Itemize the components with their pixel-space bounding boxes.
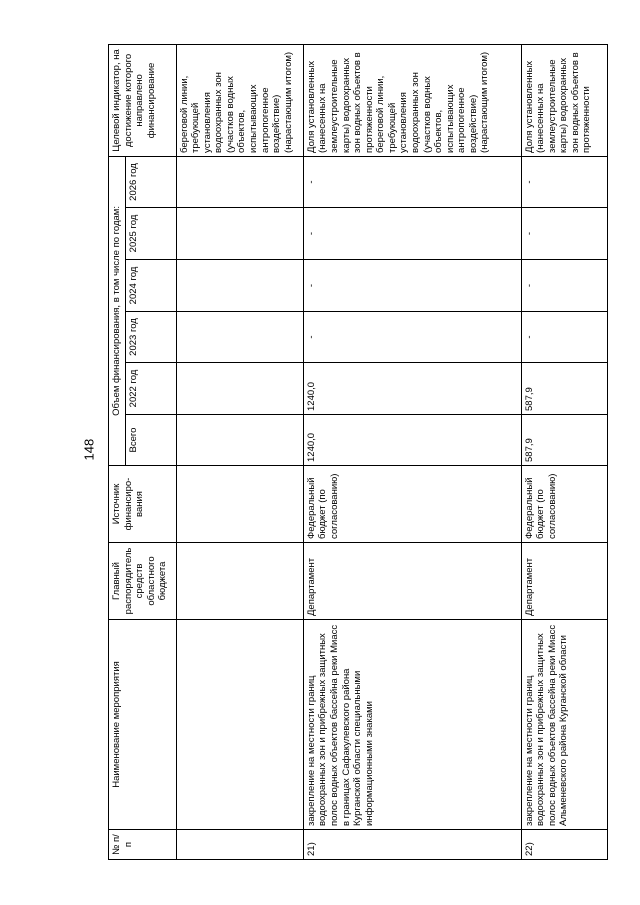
cell-name: закрепление на местности границ водоохранных зон и прибрежных защитных полос водных объектов бассейна реки Миасс Альменевского района Курганской области — [521, 620, 608, 830]
cell-source: Федеральный бюджет (по согласованию) — [521, 466, 608, 543]
header-year-2022: 2022 год — [125, 363, 176, 415]
cell-source: Федеральный бюджет (по согласованию) — [303, 466, 521, 543]
cell-indicator: Доля установленных (нанесенных на землеустроительные карты) водоохранных зон водных объектов в протяженности — [521, 44, 608, 156]
header-volume: Объем финансирования, в том числе по годам: — [109, 156, 126, 465]
cell-year-2026: - — [303, 156, 521, 207]
cell-total: 1240,0 — [303, 415, 521, 466]
header-indicator: Целевой индикатор, на достижение которого направлено финансирование — [109, 44, 177, 156]
cell-year-2023: - — [303, 312, 521, 363]
table-row — [303, 44, 521, 859]
cell-year-2022: 587,9 — [521, 363, 608, 415]
cell-total — [176, 415, 303, 466]
header-manager: Главный распорядитель средств областного бюджета — [109, 543, 177, 620]
header-year-2024: 2024 год — [125, 260, 176, 312]
header-year-2023: 2023 год — [125, 312, 176, 363]
cell-total: 587,9 — [521, 415, 608, 466]
cell-year-2026 — [176, 156, 303, 207]
cell-num — [176, 830, 303, 860]
table-container — [108, 45, 608, 860]
cell-source — [176, 466, 303, 543]
cell-num: 21) — [303, 830, 521, 860]
cell-year-2024: - — [303, 260, 521, 312]
header-name: Наименование мероприятия — [109, 620, 177, 830]
table-row — [176, 44, 303, 859]
cell-name: закрепление на местности границ водоохранных зон и прибрежных защитных полос водных объектов бассейна реки Миасс в границах Сафакулевского района Курганской области специальными информационными знаками — [303, 620, 521, 830]
cell-num: 22) — [521, 830, 608, 860]
cell-year-2025: - — [521, 208, 608, 260]
cell-year-2022 — [176, 363, 303, 415]
cell-year-2025: - — [303, 208, 521, 260]
table-row — [521, 44, 608, 859]
cell-year-2023 — [176, 312, 303, 363]
cell-year-2022: 1240,0 — [303, 363, 521, 415]
header-total: Всего — [125, 415, 176, 466]
cell-year-2025 — [176, 208, 303, 260]
header-num: № п/п — [109, 830, 177, 860]
cell-year-2024 — [176, 260, 303, 312]
header-year-2025: 2025 год — [125, 208, 176, 260]
cell-year-2026: - — [521, 156, 608, 207]
financing-table — [108, 44, 608, 860]
header-source: Источник финансиро-вания — [109, 466, 177, 543]
cell-year-2023: - — [521, 312, 608, 363]
header-year-2026: 2026 год — [125, 156, 176, 207]
cell-year-2024: - — [521, 260, 608, 312]
cell-manager — [176, 543, 303, 620]
cell-name — [176, 620, 303, 830]
cell-manager: Департамент — [303, 543, 521, 620]
cell-manager: Департамент — [521, 543, 608, 620]
cell-indicator: Доля установленных (нанесенных на землеустроительные карты) водоохранных зон водных объектов в протяженности береговой линии, требующей установления водоохранных зон (участков водных объектов, испытывающих антропогенное воздействие) (нарастающим итогом) — [303, 44, 521, 156]
page-number: 148 — [81, 438, 97, 461]
cell-indicator: береговой линии, требующей установления водоохранных зон (участков водных объектов, испытывающих антропогенное воздействие) (нарастающим итогом) — [176, 44, 303, 156]
